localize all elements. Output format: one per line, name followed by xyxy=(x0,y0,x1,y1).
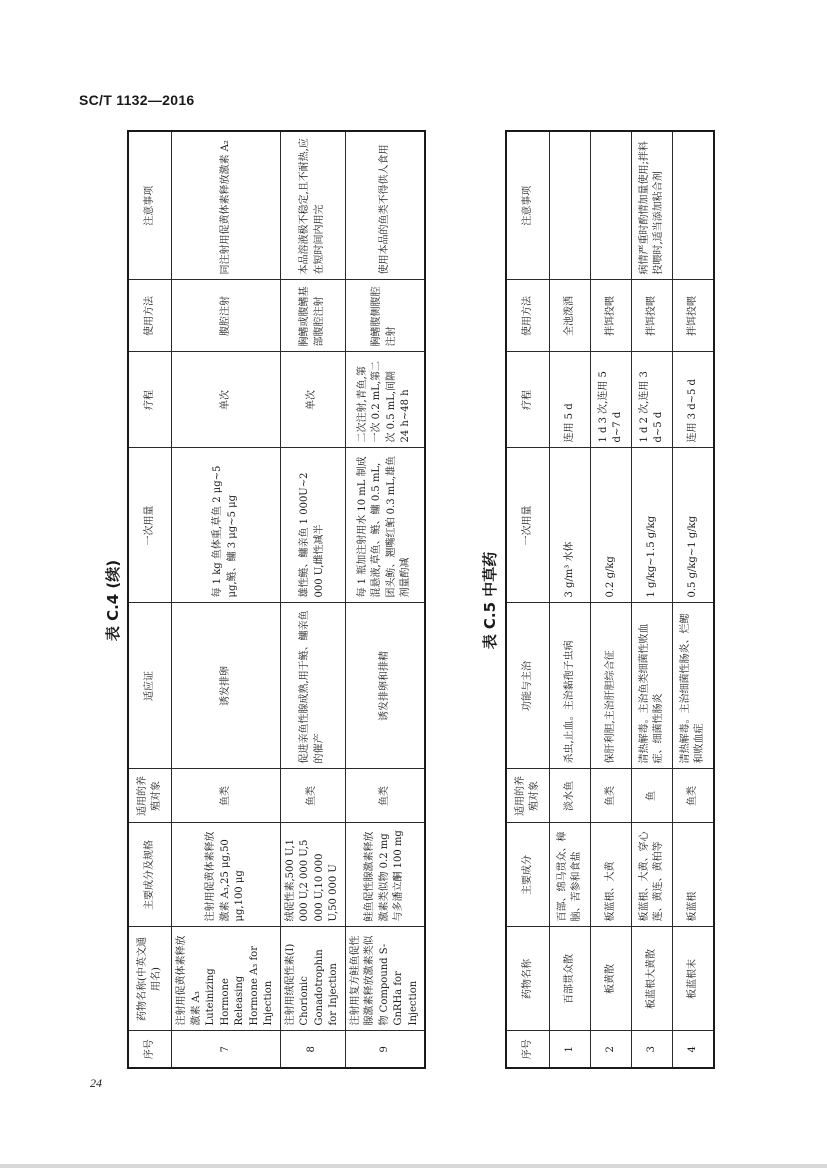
cell-name: 板黄散 xyxy=(591,927,632,1031)
table-c5 xyxy=(505,130,715,1069)
cell-notes xyxy=(591,131,632,280)
cell-dosage: 0.5 g/kg~1 g/kg xyxy=(673,448,715,603)
cell-dosage: 每 1 瓶加注射用水 10 mL 制成混悬液,草鱼、鲢、鳙 0.5 mL,团头鲂、翘嘴红鲌 0.3 mL,雄鱼剂量酌减 xyxy=(345,448,425,603)
col-header: 适用的养殖对象 xyxy=(128,769,172,823)
table-row xyxy=(345,131,425,1068)
cell-course: 连用 3 d~5 d xyxy=(673,352,715,448)
table-c5-caption: 表 C.5 中草药 xyxy=(481,551,499,650)
cell-composition: 板蓝根、大黄 xyxy=(591,823,632,927)
col-header: 适应证 xyxy=(128,603,172,769)
col-header: 使用方法 xyxy=(506,280,550,352)
cell-dosage: 每 1 kg 鱼体重,草鱼 2 μg~5 μg,鲢、鳙 3 μg~5 μg xyxy=(172,448,281,603)
col-header: 药物名称 xyxy=(506,927,550,1031)
cell-indication: 诱发排卵 xyxy=(172,603,281,769)
cell-target: 鱼类 xyxy=(345,769,425,823)
cell-dosage: 雄性鲢、鳙亲鱼 1 000U~2 000 U,雌性减半 xyxy=(280,448,345,603)
cell-no: 3 xyxy=(632,1031,673,1068)
cell-notes xyxy=(673,131,715,280)
col-header: 注意事项 xyxy=(128,131,172,280)
page-bottom-divider xyxy=(0,1164,827,1168)
cell-method: 拌饵投喂 xyxy=(673,280,715,352)
col-header: 使用方法 xyxy=(128,280,172,352)
cell-notes: 同注射用促黄体素释放激素 A₂ xyxy=(172,131,281,280)
cell-no: 2 xyxy=(591,1031,632,1068)
col-header: 一次用量 xyxy=(506,448,550,603)
col-header: 序号 xyxy=(128,1031,172,1068)
cell-course: 1 d 3 次,连用 5 d~7 d xyxy=(591,352,632,448)
cell-course: 连用 5 d xyxy=(550,352,591,448)
table-c4 xyxy=(127,130,426,1069)
cell-method: 全池泼洒 xyxy=(550,280,591,352)
cell-target: 淡水鱼 xyxy=(550,769,591,823)
cell-no: 9 xyxy=(345,1031,425,1068)
cell-notes xyxy=(550,131,591,280)
cell-target: 鱼类 xyxy=(172,769,281,823)
cell-method: 腹腔注射 xyxy=(172,280,281,352)
cell-course: 单次 xyxy=(172,352,281,448)
cell-course: 1 d 2 次,连用 3 d~5 d xyxy=(632,352,673,448)
table-row xyxy=(280,131,345,1068)
cell-course: 二次注射,青鱼,第一次 0.2 mL,第二次 0.5 mL,间隔 24 h~48 h xyxy=(345,352,425,448)
col-header: 功能与主治 xyxy=(506,603,550,769)
table-row xyxy=(550,131,591,1068)
cell-composition: 鲑鱼促性腺激素释放激素类似物 0.2 mg 与多潘立酮 100 mg xyxy=(345,823,425,927)
col-header: 疗程 xyxy=(128,352,172,448)
cell-indication: 诱发排卵和排精 xyxy=(345,603,425,769)
cell-name: 注射用促黄体素释放激素 A₃ Luteinizing Hormone Releasing Hormone A₃ for Injection xyxy=(172,927,281,1031)
table-c4-caption: 表 C.4 (续) xyxy=(104,559,122,642)
cell-dosage: 3 g/m³ 水体 xyxy=(550,448,591,603)
page-number: 24 xyxy=(90,1076,102,1090)
cell-method: 胸鳍腹侧腹腔注射 xyxy=(345,280,425,352)
cell-method: 拌饵投喂 xyxy=(632,280,673,352)
cell-dosage: 0.2 g/kg xyxy=(591,448,632,603)
cell-indication: 促进亲鱼性腺成熟,用于鲢、鳙亲鱼的催产 xyxy=(280,603,345,769)
col-header: 注意事项 xyxy=(506,131,550,280)
table-row xyxy=(591,131,632,1068)
cell-no: 1 xyxy=(550,1031,591,1068)
col-header: 主要成分 xyxy=(506,823,550,927)
cell-composition: 绒促性素,500 U,1 000 U,2 000 U,5 000 U,10 000 U,50 000 U xyxy=(280,823,345,927)
cell-dosage: 1 g/kg~1.5 g/kg xyxy=(632,448,673,603)
col-header: 序号 xyxy=(506,1031,550,1068)
cell-name: 百部贯众散 xyxy=(550,927,591,1031)
col-header: 适用的养殖对象 xyxy=(506,769,550,823)
standard-number: SC/T 1132—2016 xyxy=(79,92,195,108)
table-header-row xyxy=(506,131,550,1068)
cell-target: 鱼类 xyxy=(673,769,715,823)
col-header: 疗程 xyxy=(506,352,550,448)
table-c4-block xyxy=(99,132,419,1069)
cell-no: 4 xyxy=(673,1031,715,1068)
cell-name: 板蓝根末 xyxy=(673,927,715,1031)
table-row xyxy=(172,131,281,1068)
cell-notes: 病情严重时酌情加量使用;拌料投喂时,适当添加粘合剂 xyxy=(632,131,673,280)
table-row xyxy=(632,131,673,1068)
cell-method: 拌饵投喂 xyxy=(591,280,632,352)
cell-function: 杀虫,止血。主治黏孢子虫病 xyxy=(550,603,591,769)
cell-no: 7 xyxy=(172,1031,281,1068)
cell-notes: 使用本品的鱼类不得供人食用 xyxy=(345,131,425,280)
cell-no: 8 xyxy=(280,1031,345,1068)
cell-function: 保肝利胆,主治肝胆综合征 xyxy=(591,603,632,769)
table-row xyxy=(673,131,715,1068)
table-header-row xyxy=(128,131,172,1068)
cell-composition: 注射用促黄体素释放激素 A₃,25 μg,50 μg,100 μg xyxy=(172,823,281,927)
col-header: 主要成分及规格 xyxy=(128,823,172,927)
cell-name: 注射用绒促性素(Ⅰ) Chorionic Gonadotrophin for Injection xyxy=(280,927,345,1031)
cell-name: 板蓝根大黄散 xyxy=(632,927,673,1031)
cell-method: 胸鳍或腹鳍基部腹腔注射 xyxy=(280,280,345,352)
cell-notes: 本品溶液极不稳定,且不耐热,应在短时间内用完 xyxy=(280,131,345,280)
cell-function: 清热解毒。主治细菌性肠炎、烂鳃和败血症 xyxy=(673,603,715,769)
col-header: 药物名称(中英文通用名) xyxy=(128,927,172,1031)
cell-target: 鱼类 xyxy=(280,769,345,823)
cell-target: 鱼类 xyxy=(591,769,632,823)
cell-function: 清热解毒。主治鱼类细菌性败血症、细菌性肠炎 xyxy=(632,603,673,769)
cell-course: 单次 xyxy=(280,352,345,448)
col-header: 一次用量 xyxy=(128,448,172,603)
cell-composition: 板蓝根 xyxy=(673,823,715,927)
table-c5-block xyxy=(470,132,740,1069)
cell-target: 鱼 xyxy=(632,769,673,823)
cell-composition: 百部、绵马贯众、樟脑、苦参和食盐 xyxy=(550,823,591,927)
cell-composition: 板蓝根、大黄、穿心莲、黄连、黄柏等 xyxy=(632,823,673,927)
cell-name: 注射用复方鲑鱼促性腺激素释放激素类似物 Compound S-GnRHa for Injection xyxy=(345,927,425,1031)
